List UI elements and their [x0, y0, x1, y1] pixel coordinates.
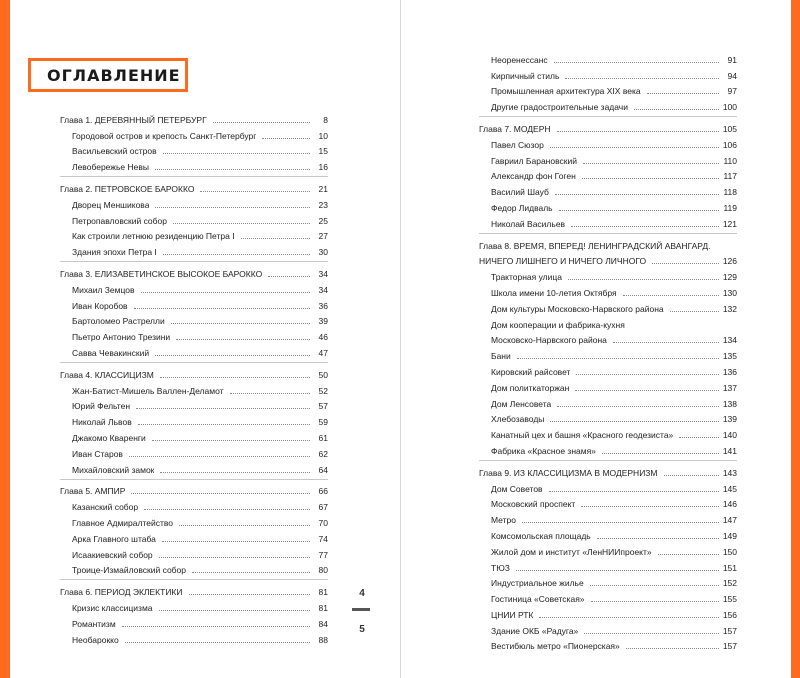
toc-item[interactable]	[479, 526, 737, 542]
toc-item-title: Гостиница «Советская»	[491, 594, 585, 605]
toc-item-title: Кирпичный стиль	[491, 70, 560, 81]
toc-item-page: 132	[722, 303, 737, 314]
toc-item-page: 94	[727, 70, 737, 81]
toc-item-title: Николай Васильев	[491, 218, 566, 229]
toc-item[interactable]	[60, 157, 328, 173]
toc-item-title: Троице-Измайловский собор	[72, 565, 186, 576]
leader-dots	[160, 472, 310, 473]
leader-dots	[131, 493, 310, 494]
leader-dots	[670, 311, 719, 312]
toc-item-page: 91	[727, 54, 737, 65]
toc-item-page: 67	[318, 502, 328, 513]
toc-item-title: Дворец Меншикова	[72, 199, 150, 210]
leader-dots	[155, 355, 310, 356]
toc-item[interactable]	[60, 444, 328, 460]
toc-item[interactable]	[60, 296, 328, 312]
toc-item-title: Павел Сюзор	[491, 139, 544, 150]
left-page	[10, 0, 399, 678]
chapter-entry-page: 21	[318, 183, 328, 194]
leader-dots	[658, 554, 719, 555]
toc-item-page: 140	[722, 430, 737, 441]
toc-item-title: Жан-Батист-Мишель Валлен-Деламот	[72, 385, 224, 396]
leader-dots	[125, 642, 310, 643]
toc-item-page: 134	[722, 335, 737, 346]
toc-item-title: Левобережье Невы	[72, 162, 150, 173]
toc-item-page: 150	[722, 546, 737, 557]
toc-item-title: Дом Ленсовета	[491, 398, 552, 409]
leader-dots	[129, 456, 310, 457]
leader-dots	[230, 393, 310, 394]
toc-item[interactable]	[60, 497, 328, 513]
leader-dots	[549, 491, 719, 492]
leader-dots	[171, 323, 310, 324]
toc-item-title: Здания эпохи Петра I	[72, 247, 157, 258]
toc-item[interactable]	[479, 331, 737, 347]
toc-item[interactable]	[479, 394, 737, 410]
toc-item[interactable]	[479, 410, 737, 426]
toc-item-title: Гавриил Барановский	[491, 155, 577, 166]
toc-item-title: Джакомо Кваренги	[72, 432, 146, 443]
chapter-block	[60, 110, 328, 173]
leader-dots	[141, 292, 310, 293]
leader-dots	[584, 633, 719, 634]
leader-dots	[557, 131, 719, 132]
toc-item-page: 117	[723, 171, 737, 182]
leader-dots	[568, 279, 719, 280]
toc-item[interactable]	[479, 495, 737, 511]
right-page	[400, 0, 791, 678]
toc-item-title: Комсомольская площадь	[491, 530, 591, 541]
toc-item[interactable]	[60, 513, 328, 529]
toc-item-page: 118	[723, 187, 737, 198]
leader-dots	[200, 191, 310, 192]
toc-item-page: 129	[722, 272, 737, 283]
toc-item-page: 130	[722, 287, 737, 298]
toc-item-page: 151	[722, 562, 737, 573]
chapter-entry[interactable]	[60, 482, 328, 498]
leader-dots	[138, 424, 310, 425]
toc-item[interactable]	[60, 312, 328, 328]
toc-item[interactable]	[479, 151, 737, 167]
toc-item-page: 106	[722, 139, 737, 150]
toc-item-page: 64	[318, 464, 328, 475]
toc-item-page: 59	[318, 417, 328, 428]
leader-dots	[581, 506, 719, 507]
toc-item-page: 81	[318, 602, 328, 613]
toc-item[interactable]	[479, 315, 737, 331]
toc-item[interactable]	[60, 460, 328, 476]
toc-item-page: 138	[722, 398, 737, 409]
chapter-block	[479, 50, 737, 113]
chapter-block	[479, 116, 737, 230]
chapter-entry[interactable]	[479, 119, 737, 135]
chapter-entry-title: Глава 2. ПЕТРОВСКОЕ БАРОККО	[60, 183, 195, 194]
toc-item-title: Хлебозаводы	[491, 414, 545, 425]
toc-item[interactable]	[479, 167, 737, 183]
toc-item[interactable]	[60, 280, 328, 296]
toc-item-title: Бартоломео Растрелли	[72, 316, 165, 327]
toc-item-title: Неоренессанс	[491, 54, 548, 65]
leader-dots	[557, 406, 719, 407]
toc-item-page: 157	[722, 625, 737, 636]
chapter-entry-title: Глава 5. АМПИР	[60, 486, 126, 497]
toc-item-page: 147	[722, 515, 737, 526]
leader-dots	[664, 475, 719, 476]
chapter-block	[60, 261, 328, 359]
chapter-block	[60, 362, 328, 476]
toc-item[interactable]	[60, 126, 328, 142]
toc-item-page: 149	[722, 530, 737, 541]
leader-dots	[162, 541, 310, 542]
toc-item-title: Вестибюль метро «Пионерская»	[491, 641, 620, 652]
toc-item[interactable]	[479, 605, 737, 621]
toc-item-title: Савва Чевакинский	[72, 347, 150, 358]
toc-right-column	[479, 50, 737, 652]
toc-item-page: 52	[318, 385, 328, 396]
toc-item-page: 15	[318, 146, 328, 157]
toc-item[interactable]	[479, 425, 737, 441]
toc-item-title: Дом Советов	[491, 483, 543, 494]
leader-dots	[163, 254, 310, 255]
chapter-entry[interactable]	[60, 264, 328, 280]
leader-dots	[134, 308, 310, 309]
toc-item-title: Кировский райсовет	[491, 366, 571, 377]
chapter-block	[479, 460, 737, 653]
leader-dots	[155, 207, 310, 208]
toc-item-page: 70	[318, 517, 328, 528]
leader-dots	[159, 557, 310, 558]
toc-item-page: 100	[722, 102, 737, 113]
toc-item-title: Василий Шауб	[491, 187, 549, 198]
toc-item[interactable]	[60, 195, 328, 211]
chapter-entry[interactable]	[60, 110, 328, 126]
toc-item-title: Другие градостроительные задачи	[491, 102, 628, 113]
leader-dots	[613, 342, 719, 343]
toc-item-title: Тракторная улица	[491, 272, 562, 283]
toc-item-page: 57	[318, 401, 328, 412]
toc-item[interactable]	[60, 242, 328, 258]
chapter-block	[60, 579, 328, 645]
chapter-title-line[interactable]: Глава 8. ВРЕМЯ, ВПЕРЕД! ЛЕНИНГРАДСКИЙ АВАНГАРД.	[479, 240, 711, 251]
leader-dots	[591, 601, 719, 602]
toc-item-title: Метро	[491, 515, 516, 526]
leader-dots	[582, 178, 719, 179]
toc-item[interactable]	[60, 614, 328, 630]
toc-item[interactable]	[60, 598, 328, 614]
toc-item-title: Иван Старов	[72, 448, 123, 459]
toc-item-page: 36	[318, 300, 328, 311]
leader-dots	[179, 525, 310, 526]
toc-item[interactable]	[479, 283, 737, 299]
toc-item-page: 136	[722, 366, 737, 377]
toc-item-title: Промышленная архитектура XIX века	[491, 86, 641, 97]
toc-item-title: Московский проспект	[491, 499, 576, 510]
toc-item-page: 27	[318, 231, 328, 242]
chapter-block	[479, 233, 737, 457]
chapter-entry-title: Глава 1. ДЕРЕВЯННЫЙ ПЕТЕРБУРГ	[60, 114, 207, 125]
toc-item[interactable]	[60, 428, 328, 444]
toc-item[interactable]	[60, 412, 328, 428]
leader-dots	[152, 440, 310, 441]
toc-item-title: Александр фон Гоген	[491, 171, 576, 182]
toc-item-title: ЦНИИ РТК	[491, 609, 534, 620]
toc-item[interactable]	[60, 529, 328, 545]
toc-item-page: 146	[722, 499, 737, 510]
toc-item-page: 47	[318, 347, 328, 358]
toc-item-page: 145	[722, 483, 737, 494]
leader-dots	[522, 522, 719, 523]
toc-item-title: Фабрика «Красное знамя»	[491, 445, 596, 456]
chapter-block	[60, 176, 328, 258]
leader-dots	[679, 437, 719, 438]
toc-item[interactable]	[479, 135, 737, 151]
chapter-entry-page: 143	[722, 467, 737, 478]
toc-item-page: 141	[722, 445, 737, 456]
leader-dots	[626, 648, 719, 649]
toc-item-page: 46	[318, 332, 328, 343]
toc-item-page: 80	[318, 565, 328, 576]
chapter-entry-page: 126	[722, 256, 737, 267]
chapter-entry[interactable]	[479, 463, 737, 479]
page-number-divider	[352, 608, 370, 611]
leader-dots	[122, 626, 310, 627]
leader-dots	[163, 153, 310, 154]
toc-item-page: 135	[722, 351, 737, 362]
toc-item[interactable]	[479, 182, 737, 198]
leader-dots	[539, 617, 718, 618]
toc-item-title: Здание ОКБ «Радуга»	[491, 625, 579, 636]
toc-item-page: 25	[318, 215, 328, 226]
toc-item[interactable]	[479, 214, 737, 230]
left-book-edge	[0, 0, 10, 678]
toc-item[interactable]	[479, 542, 737, 558]
leader-dots	[652, 263, 719, 264]
chapter-entry-page: 105	[722, 123, 737, 134]
toc-item-page: 97	[727, 86, 737, 97]
chapter-entry[interactable]	[479, 252, 737, 268]
page-number-left: 4	[359, 588, 365, 599]
toc-item[interactable]	[479, 441, 737, 457]
toc-item-title: Романтизм	[72, 618, 116, 629]
toc-item[interactable]	[60, 630, 328, 646]
toc-item-page: 139	[722, 414, 737, 425]
chapter-entry-page: 50	[318, 369, 328, 380]
toc-item-title: Васильевский остров	[72, 146, 157, 157]
toc-item-title: Николай Львов	[72, 417, 132, 428]
chapter-entry-page: 81	[318, 587, 328, 598]
toc-item-page: 110	[723, 155, 737, 166]
chapter-entry-title: Глава 4. КЛАССИЦИЗМ	[60, 369, 154, 380]
leader-dots	[576, 374, 718, 375]
toc-item-page: 74	[318, 533, 328, 544]
toc-item-title: Городовой остров и крепость Санкт-Петербург	[72, 130, 257, 141]
leader-dots	[602, 453, 719, 454]
chapter-entry-title: Глава 6. ПЕРИОД ЭКЛЕКТИКИ	[60, 587, 183, 598]
chapter-entry-title: Глава 7. МОДЕРН	[479, 123, 551, 134]
contents-heading-box	[28, 58, 188, 92]
toc-item-page: 84	[318, 618, 328, 629]
leader-dots	[189, 594, 311, 595]
toc-item-page: 155	[722, 594, 737, 605]
toc-item-title: Жилой дом и институт «ЛенНИИпроект»	[491, 546, 652, 557]
toc-item-page: 137	[722, 382, 737, 393]
toc-item[interactable]	[479, 82, 737, 98]
toc-item[interactable]	[479, 510, 737, 526]
toc-item[interactable]	[479, 558, 737, 574]
toc-item-title: Бани	[491, 351, 511, 362]
leader-dots	[192, 572, 310, 573]
leader-dots	[136, 408, 310, 409]
toc-item-page: 156	[722, 609, 737, 620]
leader-dots	[268, 276, 310, 277]
toc-item-page: 62	[318, 448, 328, 459]
toc-item[interactable]	[60, 343, 328, 359]
leader-dots	[241, 238, 310, 239]
leader-dots	[623, 295, 719, 296]
leader-dots	[597, 538, 719, 539]
toc-item-page: 23	[318, 199, 328, 210]
leader-dots	[590, 585, 719, 586]
toc-item-page: 152	[722, 578, 737, 589]
toc-item[interactable]	[60, 211, 328, 227]
leader-dots	[517, 358, 719, 359]
toc-item-title: Как строили летнюю резиденцию Петра I	[72, 231, 235, 242]
leader-dots	[550, 421, 718, 422]
toc-item-title: Школа имени 10-летия Октября	[491, 287, 617, 298]
leader-dots	[173, 223, 310, 224]
toc-item[interactable]	[479, 621, 737, 637]
toc-item-title: Петропавловский собор	[72, 215, 167, 226]
toc-item[interactable]	[60, 397, 328, 413]
chapter-entry-page: 8	[323, 114, 328, 125]
toc-item-page: 61	[318, 432, 328, 443]
toc-item-page: 16	[318, 162, 328, 173]
toc-item-page: 121	[722, 218, 737, 229]
toc-left-column	[60, 110, 328, 646]
toc-item[interactable]	[479, 574, 737, 590]
toc-item[interactable]	[479, 50, 737, 66]
toc-item-title: Казанский собор	[72, 502, 139, 513]
chapter-entry-title: Глава 9. ИЗ КЛАССИЦИЗМА В МОДЕРНИЗМ	[479, 467, 658, 478]
leader-dots	[160, 377, 310, 378]
leader-dots	[559, 210, 719, 211]
right-book-edge	[790, 0, 800, 678]
leader-dots	[565, 78, 719, 79]
chapter-entry-page: 66	[318, 486, 328, 497]
chapter-entry[interactable]	[60, 365, 328, 381]
toc-item-title: Главное Адмиралтейство	[72, 517, 174, 528]
toc-item-title: Исаакиевский собор	[72, 549, 153, 560]
toc-item-title: Кризис классицизма	[72, 602, 153, 613]
toc-item-page: 119	[723, 202, 737, 213]
leader-dots	[554, 62, 719, 63]
toc-item-page: 30	[318, 247, 328, 258]
chapter-block	[60, 479, 328, 577]
toc-item-title: Михаил Земцов	[72, 284, 135, 295]
toc-item[interactable]	[60, 227, 328, 243]
toc-item-title: Михайловский замок	[72, 464, 155, 475]
toc-item-title: Арка Главного штаба	[72, 533, 156, 544]
leader-dots	[176, 339, 310, 340]
chapter-entry[interactable]	[60, 582, 328, 598]
toc-item-title: Индустриальное жилье	[491, 578, 584, 589]
contents-heading: ОГЛАВЛЕНИЕ	[47, 65, 181, 85]
leader-dots	[155, 169, 310, 170]
toc-item[interactable]	[479, 346, 737, 362]
toc-item[interactable]	[479, 267, 737, 283]
toc-item-title: Дом культуры Московско-Нарвского района	[491, 303, 664, 314]
leader-dots	[583, 163, 719, 164]
leader-dots	[555, 194, 719, 195]
leader-dots	[144, 509, 310, 510]
toc-item-title: ТЮЗ	[491, 562, 510, 573]
toc-item-title: Федор Лидваль	[491, 202, 553, 213]
toc-item-title: Дом кооперации и фабрика-кухня	[491, 319, 625, 330]
toc-item[interactable]	[479, 479, 737, 495]
leader-dots	[571, 226, 719, 227]
toc-item[interactable]	[479, 637, 737, 653]
toc-item-title: Дом политкаторжан	[491, 382, 570, 393]
toc-item-page: 39	[318, 316, 328, 327]
toc-item-title: Канатный цех и башня «Красного геодезиста»	[491, 430, 674, 441]
toc-item[interactable]	[60, 142, 328, 158]
toc-item[interactable]	[479, 362, 737, 378]
toc-item[interactable]	[479, 198, 737, 214]
chapter-entry-title: НИЧЕГО ЛИШНЕГО И НИЧЕГО ЛИЧНОГО	[479, 256, 647, 267]
toc-item[interactable]	[479, 589, 737, 605]
leader-dots	[634, 109, 719, 110]
leader-dots	[159, 610, 310, 611]
leader-dots	[262, 138, 310, 139]
chapter-entry[interactable]	[60, 179, 328, 195]
toc-item[interactable]	[60, 327, 328, 343]
leader-dots	[550, 147, 719, 148]
toc-item[interactable]	[479, 299, 737, 315]
toc-item-page: 34	[318, 284, 328, 295]
toc-item-title: Юрий Фельтен	[72, 401, 131, 412]
toc-item-title: Пьетро Антонио Трезини	[72, 332, 171, 343]
toc-item-page: 10	[318, 130, 328, 141]
toc-item-title: Иван Коробов	[72, 300, 128, 311]
leader-dots	[213, 122, 310, 123]
chapter-entry-title: Глава 3. ЕЛИЗАВЕТИНСКОЕ ВЫСОКОЕ БАРОККО	[60, 268, 263, 279]
toc-item[interactable]	[479, 378, 737, 394]
toc-item-title: Необарокко	[72, 634, 119, 645]
toc-item-page: 157	[722, 641, 737, 652]
page-number-right: 5	[359, 624, 365, 635]
toc-item[interactable]	[60, 545, 328, 561]
toc-item-page: 77	[318, 549, 328, 560]
leader-dots	[575, 390, 718, 391]
chapter-entry-page: 34	[318, 268, 328, 279]
toc-item[interactable]	[60, 561, 328, 577]
toc-item-title: Московско-Нарвского района	[491, 335, 607, 346]
leader-dots	[516, 570, 719, 571]
toc-item[interactable]	[479, 66, 737, 82]
toc-item[interactable]	[479, 97, 737, 113]
toc-item-page: 88	[318, 634, 328, 645]
leader-dots	[647, 93, 719, 94]
toc-item[interactable]	[60, 381, 328, 397]
